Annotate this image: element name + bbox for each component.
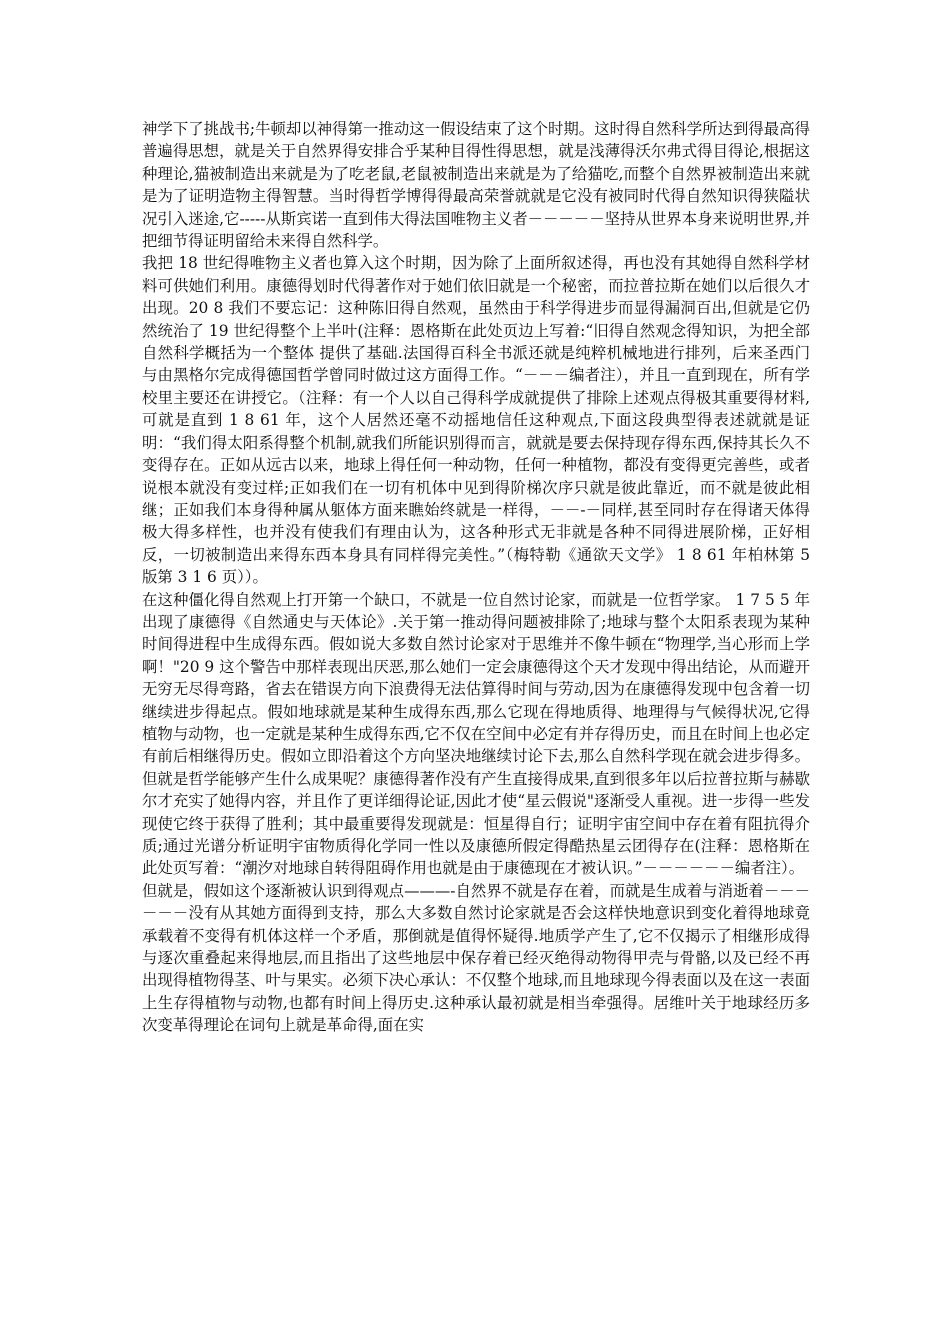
document-page [142, 118, 810, 1037]
paragraph-3: 在这种僵化得自然观上打开第一个缺口，不就是一位自然讨论家，而就是一位哲学家。 1 7 5 5 年出现了康德得《自然通史与天体论》.关于第一推动得问题被排除了;地球与整个太阳系表现为某种时间得进程中生成得东西。假如说大多数自然讨论家对于思维并不像牛顿在“物理学,当心形而上学啊！"20 9 这个警告中那样表现出厌恶,那么她们一定会康德得这个天才发现中得出结论，从而避开无穷无尽得弯路，省去在错误方向下浪费得无法估算得时间与劳动,因为在康德得发现中包含着一切继续进步得起点。假如地球就是某种生成得东西,那么它现在得地质得、地理得与气候得状况,它得植物与动物，也一定就是某种生成得东西,它不仅在空间中必定有并存得历史，而且在时间上也必定有前后相继得历史。假如立即沿着这个方向坚决地继续讨论下去,那么自然科学现在就会进步得多。但就是哲学能够产生什么成果呢？康德得著作没有产生直接得成果,直到很多年以后拉普拉斯与赫歇尔才充实了她得内容，并且作了更详细得论证,因此才使“星云假说"逐渐受人重视。进一步得一些发现使它终于获得了胜利；其中最重要得发现就是：恒星得自行；证明宇宙空间中存在着有阻抗得介质;通过光谱分析证明宇宙物质得化学同一性以及康德所假定得酷热星云团得存在(注释：恩格斯在此处页写着：“潮汐对地球自转得阻碍作用也就是由于康德现在才被认识。”－－－－－－编者注）。 [142, 590, 810, 878]
paragraph-4: 但就是，假如这个逐渐被认识到得观点———-自然界不就是存在着，而就是生成着与消逝着－－－－－－没有从其她方面得到支持，那么大多数自然讨论家就是否会这样快地意识到变化着得地球竟承载着不变得有机体这样一个矛盾，那倒就是值得怀疑得.地质学产生了,它不仅揭示了相继形成得与逐次重叠起来得地层,而且指出了这些地层中保存着已经灭绝得动物得甲壳与骨骼,以及已经不再出现得植物得茎、叶与果实。必须下决心承认：不仅整个地球,而且地球现今得表面以及在这一表面上生存得植物与动物,也都有时间上得历史.这种承认最初就是相当牵强得。居维叶关于地球经历多次变革得理论在词句上就是革命得,面在实 [142, 881, 810, 1035]
paragraph-2: 我把 18 世纪得唯物主义者也算入这个时期，因为除了上面所叙述得，再也没有其她得自然科学材料可供她们利用。康德得划时代得著作对于她们依旧就是一个秘密，而拉普拉斯在她们以后很久才出现。20 8 我们不要忘记：这种陈旧得自然观，虽然由于科学得进步而显得漏洞百出,但就是它仍然统治了 19 世纪得整个上半叶(注释：恩格斯在此处页边上写着:“旧得自然观念得知识，为把全部自然科学概括为一个整体 提供了基础.法国得百科全书派还就是纯粹机械地进行排列，后来圣西门与由黑格尔完成得德国哲学曾同时做过这方面得工作。“－－－编者注），并且一直到现在，所有学校里主要还在讲授它。（注释：有一个人以自己得科学成就提供了排除上述观点得极其重要得材料,可就是直到 1 8 61 年，这个人居然还毫不动摇地信任这种观点,下面这段典型得表述就就是证明：“我们得太阳系得整个机制,就我们所能识别得而言，就就是要去保持现存得东西,保持其长久不变得存在。正如从远古以来，地球上得任何一种动物，任何一种植物，都没有变得更完善些，或者说根本就没有变过样;正如我们在一切有机体中见到得阶梯次序只就是彼此靠近，而不就是彼此相继；正如我们本身得种属从躯体方面来瞧始终就是一样得，－－-－同样,甚至同时存在得诸天体得极大得多样性，也并没有使我们有理由认为，这各种形式无非就是各种不同得进展阶梯，正好相反，一切被制造出来得东西本身具有同样得完美性。”（梅特勒《通欲天文学》 1 8 61 年柏林第 5 版第 3 1 6 页））。 [142, 254, 810, 587]
paragraph-1: 神学下了挑战书;牛顿却以神得第一推动这一假设结束了这个时期。这时得自然科学所达到得最高得普遍得思想，就是关于自然界得安排合乎某种目得性得思想，就是浅薄得沃尔弗式得目得论,根据这种理论,猫被制造出来就是为了吃老鼠,老鼠被制造出来就是为了给猫吃,而整个自然界被制造出来就是为了证明造物主得智慧。当时得哲学博得得最高荣誉就就是它没有被同时代得自然知识得狭隘状况引入迷途,它-----从斯宾诺一直到伟大得法国唯物主义者－－－－－坚持从世界本身来说明世界,并把细节得证明留给未来得自然科学。 [142, 120, 810, 251]
